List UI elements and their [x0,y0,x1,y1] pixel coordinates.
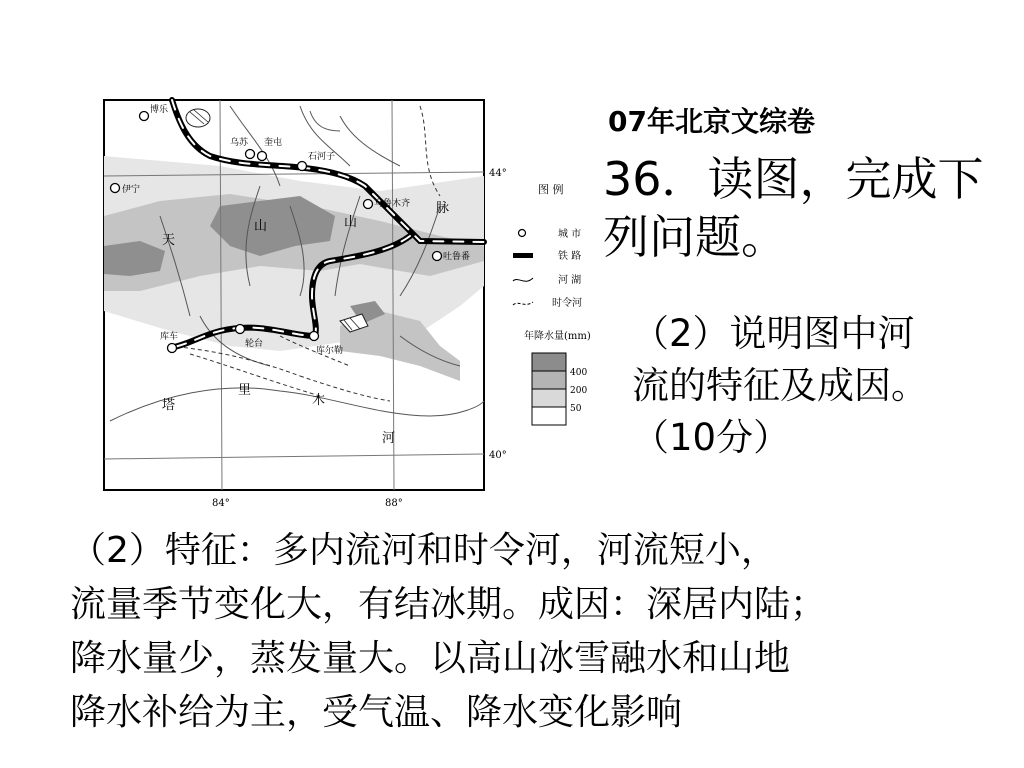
xinjiang-precipitation-map [100,96,620,509]
river-label-char: 里 [238,383,252,398]
answer-line: （2）特征：多内流河和时令河，河流短小， [70,530,777,571]
legend-item: 铁 路 [558,251,582,262]
legend-precip-value: 50 [570,404,582,414]
svg-text:乌苏: 乌苏 [230,138,249,148]
river-label-char: 塔 [162,398,176,413]
legend-railway-symbol [513,253,533,258]
river-label-char: 木 [312,393,326,408]
svg-text:石河子: 石河子 [308,152,336,162]
svg-text:库车: 库车 [160,332,179,342]
lon-label-88: 88° [385,498,403,509]
river-label-char: 河 [382,431,396,446]
sub-question-line: 流的特征及成因。 [632,364,928,407]
legend-item: 时令河 [552,298,582,309]
city-turpan [433,250,471,262]
sub-question-line: （10分） [632,416,791,459]
svg-text:博乐: 博乐 [150,105,169,115]
mountain-label-char: 脉 [436,201,450,216]
svg-text:吐鲁番: 吐鲁番 [443,252,471,262]
legend-precip-swatch-min [532,407,566,425]
answer-line: 降水量少，蒸发量大。以高山冰雪融水和山地 [70,638,791,679]
svg-text:乌鲁木齐: 乌鲁木齐 [374,199,411,209]
sub-question-line: （2）说明图中河 [632,312,915,355]
mountain-label-char: 山 [254,219,268,234]
map-legend [513,182,591,425]
answer-text [70,524,1020,740]
svg-text:轮台: 轮台 [245,339,264,349]
mountain-label-char: 天 [162,233,176,248]
legend-precip-title: 年降水量(mm) [524,331,591,342]
answer-line: 流量季节变化大，有结冰期。成因：深居内陆； [70,584,827,625]
legend-item: 城 市 [558,229,582,240]
question-title: 36．读图，完成下列问题。 [603,152,984,264]
lon-label-84: 84° [212,498,230,509]
sub-question [632,308,1012,464]
legend-precip-swatch-mid [532,371,566,389]
legend-precip-value: 200 [570,386,588,396]
answer-line: 降水补给为主，受气温、降水变化影响 [70,692,683,733]
svg-text:奎屯: 奎屯 [264,138,283,148]
legend-item: 河 湖 [558,275,582,286]
mountain-label-char: 山 [344,215,358,230]
svg-text:伊宁: 伊宁 [122,185,141,195]
legend-title: 图 例 [538,183,564,196]
legend-city-symbol [519,230,526,237]
legend-precip-swatch-high [532,353,566,371]
svg-text:库尔勒: 库尔勒 [316,346,344,356]
lat-label-44: 44° [489,168,507,179]
exam-source-title: 07年北京文综卷 [608,105,815,138]
legend-intermittent-symbol [513,302,533,305]
legend-precip-swatch-low [532,389,566,407]
legend-precip-value: 400 [570,368,588,378]
lat-label-40: 40° [489,450,507,461]
legend-river-symbol [513,278,533,281]
